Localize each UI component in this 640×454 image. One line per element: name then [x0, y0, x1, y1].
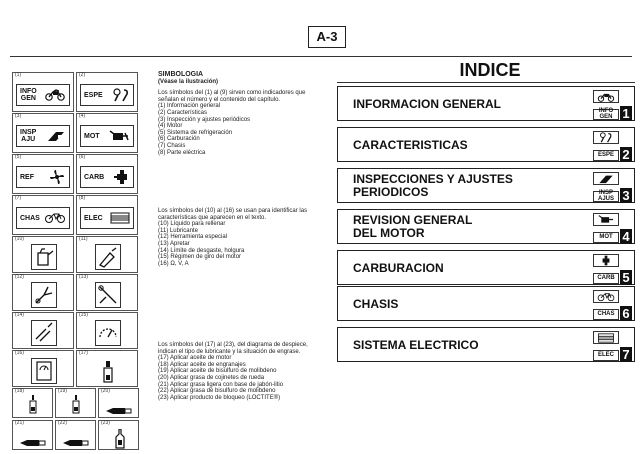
- symbology-subheading: (Véase la ilustración): [158, 78, 219, 85]
- list-item: (21) Aplicar grasa ligera con base de jabón-litio: [158, 381, 284, 388]
- index-row-label: INFORMACION GENERAL: [353, 97, 501, 111]
- tachometer-icon: [95, 320, 121, 346]
- feature-symbols-text: [158, 208, 314, 267]
- chapter-tab: [590, 330, 632, 362]
- symbol-cell-tighten: [76, 274, 138, 311]
- grease-tube-icon: [19, 435, 47, 453]
- cell-number: (13): [79, 274, 88, 280]
- intro-paragraph-3: Los símbolos del (17) al (23), del diagrama de despiece, indican el tipo de lubricante y la situación de engrase.: [158, 342, 308, 355]
- spec-wrench-icon: [593, 131, 619, 144]
- grease-tube-icon: [105, 403, 133, 421]
- grease-gun-icon: [95, 244, 121, 270]
- oil-bottle-icon: [103, 361, 113, 390]
- list-item: (6) Carburación: [158, 136, 200, 143]
- cell-number: (20): [101, 388, 110, 394]
- index-row-specifications[interactable]: [337, 127, 635, 162]
- symbol-cell-mot: [76, 113, 138, 153]
- feeler-gauge-icon: [31, 320, 57, 346]
- cell-number: (14): [15, 312, 24, 318]
- list-item: (22) Aplicar grasa de bisulfuro de molibdeno: [158, 388, 276, 395]
- cell-number: (2): [79, 72, 86, 78]
- list-item: (11) Lubricante: [158, 227, 198, 234]
- symbology-heading: SIMBOLOGIA: [158, 71, 204, 78]
- symbol-cell-engine-oil: [76, 350, 138, 387]
- lubricant-symbols-text: [158, 342, 314, 401]
- list-item: (8) Parte eléctrica: [158, 149, 206, 156]
- cell-number: (18): [15, 388, 24, 394]
- symbol-cell-gear-oil: [12, 388, 53, 418]
- chapter-tab: [590, 171, 632, 203]
- motorcycle-icon: [593, 90, 619, 103]
- cell-number: (17): [79, 350, 88, 356]
- chapter-code: MOT: [593, 232, 619, 243]
- cell-code: REF: [20, 173, 34, 181]
- cell-number: (21): [15, 420, 24, 426]
- index-title: INDICE: [459, 60, 521, 80]
- chapter-number: 1: [620, 106, 632, 121]
- cell-number: (12): [15, 274, 24, 280]
- cell-number: (6): [79, 154, 86, 160]
- index-row-carburetion[interactable]: [337, 250, 635, 285]
- chapter-code: INFO GEN: [593, 109, 619, 120]
- symbol-cell-espe: [76, 72, 138, 112]
- chapter-tab: [590, 289, 632, 321]
- oil-bottle-icon: [29, 395, 37, 420]
- chapter-number: 2: [620, 147, 632, 162]
- chapter-code: CARB: [593, 273, 619, 284]
- chapter-code: ELEC: [593, 350, 619, 361]
- cell-number: (5): [15, 154, 22, 160]
- index-rule: [337, 82, 635, 83]
- oil-can-icon: [31, 244, 57, 270]
- list-item: (17) Aplicar aceite de motor: [158, 355, 232, 362]
- multimeter-icon: [31, 358, 57, 384]
- oil-bottle-icon: [72, 395, 80, 420]
- symbol-cell-ref: [12, 154, 74, 194]
- chapter-number: 3: [620, 188, 632, 203]
- special-tool-icon: [31, 282, 57, 308]
- page-number-label: A-3: [308, 26, 346, 48]
- cell-number: (4): [79, 113, 86, 119]
- chapter-code: CHAS: [593, 309, 619, 320]
- list-item: (19) Aplicar aceite de bisulfuro de molibdeno: [158, 368, 277, 375]
- electrical-icon: [593, 331, 619, 344]
- list-item: (15) Régimen de giro del motor: [158, 254, 242, 261]
- index-row-general-info[interactable]: [337, 86, 635, 121]
- cell-number: (3): [15, 113, 22, 119]
- chapter-number: 6: [620, 306, 632, 321]
- symbol-cell-engine-speed: [76, 312, 138, 349]
- symbol-cell-moly-grease: [55, 420, 96, 450]
- symbol-cell-carb: [76, 154, 138, 194]
- chapter-number: 5: [620, 270, 632, 285]
- motorcycle-icon: [44, 89, 66, 101]
- symbol-cell-ohm-volt-amp: [12, 350, 74, 387]
- bicycle-icon: [593, 290, 619, 303]
- index-row-label: INSPECCIONES Y AJUSTES PERIODICOS: [353, 172, 513, 199]
- symbol-cell-moly-oil: [55, 388, 96, 418]
- intro-paragraph-1: Los símbolos del (1) al (9) sirven como indicadores que señalan el número y el contenido del capítulo.: [158, 90, 306, 103]
- chapter-number: 7: [620, 347, 632, 362]
- top-rule: [10, 56, 632, 57]
- carburetor-icon: [593, 254, 619, 267]
- list-item: (2) Características: [158, 109, 208, 116]
- cell-code: CARB: [84, 173, 105, 181]
- list-item: (13) Apretar: [158, 240, 190, 247]
- cell-code: INFO GEN: [20, 88, 37, 102]
- symbol-cell-info-gen: [12, 72, 74, 112]
- chapter-code: INSP AJUS: [593, 191, 619, 202]
- chapter-tab: [590, 253, 632, 285]
- symbol-cell-bearing-grease: [98, 388, 139, 418]
- list-item: (12) Herramienta especial: [158, 234, 228, 241]
- index-row-engine-overhaul[interactable]: [337, 209, 635, 244]
- chapter-tab: [590, 212, 632, 244]
- intro-paragraph-2: Los símbolos del (10) al (16) se usan para identificar las características que aparecen en el texto.: [158, 208, 308, 221]
- cell-code: MOT: [84, 132, 100, 140]
- symbol-cell-lubricant: [76, 236, 138, 273]
- index-row-label: CARBURACION: [353, 261, 444, 275]
- cell-number: (16): [15, 350, 24, 356]
- locking-agent-bottle-icon: [114, 429, 126, 454]
- index-row-label: REVISION GENERAL DEL MOTOR: [353, 213, 473, 240]
- index-row-periodic-inspections[interactable]: [337, 168, 635, 203]
- symbology-text-block: [158, 72, 314, 156]
- symbol-cell-fill-liquid: [12, 236, 74, 273]
- cell-number: (7): [15, 195, 22, 201]
- inspection-icon: [593, 172, 619, 185]
- list-item: (14) Límite de desgaste, holgura: [158, 247, 245, 254]
- chapter-list: [158, 103, 314, 156]
- engine-icon: [593, 213, 619, 226]
- list-item: (18) Aplicar aceite de engranajes: [158, 361, 246, 368]
- cell-number: (19): [58, 388, 67, 394]
- index-row-label: CHASIS: [353, 297, 399, 311]
- list-item: (3) Inspección y ajustes periódicos: [158, 116, 251, 123]
- symbol-cell-chas: [12, 195, 74, 235]
- fan-icon: [48, 169, 66, 185]
- spec-wrench-icon: [112, 88, 130, 102]
- index-row-label: SISTEMA ELECTRICO: [353, 338, 479, 352]
- index-row-electrical-system[interactable]: [337, 327, 635, 362]
- torque-wrench-icon: [95, 282, 121, 308]
- symbol-cell-insp-aju: [12, 113, 74, 153]
- inspection-icon: [46, 130, 66, 142]
- index-row-label: CARACTERISTICAS: [353, 138, 468, 152]
- cell-number: (11): [79, 236, 88, 242]
- cell-number: (22): [58, 420, 67, 426]
- list-item: (10) Líquido para rellenar: [158, 221, 226, 228]
- cell-number: (8): [79, 195, 86, 201]
- symbol-cell-lithium-grease: [12, 420, 53, 450]
- symbol-cell-locking-agent: [98, 420, 139, 450]
- symbol-cell-wear-limit: [12, 312, 74, 349]
- list-item: (16) Ω, V, A: [158, 260, 189, 267]
- list-item: (5) Sistema de refrigeración: [158, 129, 233, 136]
- cell-number: (10): [15, 236, 24, 242]
- cell-code: ESPE: [84, 91, 103, 99]
- grease-tube-icon: [62, 435, 90, 453]
- cell-code: ELEC: [84, 214, 103, 222]
- cell-code: CHAS: [20, 214, 40, 222]
- engine-icon: [108, 129, 130, 143]
- chapter-tab: [590, 130, 632, 162]
- chapter-tab: [590, 89, 632, 121]
- cell-number: (1): [15, 72, 22, 78]
- list-item: (20) Aplicar grasa de cojinetes de rueda: [158, 374, 265, 381]
- chapter-number: 4: [620, 229, 632, 244]
- electrical-icon: [110, 212, 130, 224]
- cell-code: INSP AJU: [20, 129, 37, 143]
- carburetor-icon: [114, 169, 130, 185]
- cell-number: (15): [79, 312, 88, 318]
- list-item: (1) Información general: [158, 103, 221, 110]
- symbol-cell-special-tool: [12, 274, 74, 311]
- cell-number: (23): [101, 420, 110, 426]
- symbol-grid: [12, 72, 140, 426]
- bicycle-icon: [44, 212, 66, 224]
- index-row-chassis[interactable]: [337, 286, 635, 321]
- list-item: (7) Chasis: [158, 142, 186, 149]
- list-item: (23) Aplicar producto de bloqueo (LOCTITE®): [158, 394, 281, 401]
- chapter-code: ESPE: [593, 150, 619, 161]
- symbol-cell-elec: [76, 195, 138, 235]
- list-item: (4) Motor: [158, 123, 183, 130]
